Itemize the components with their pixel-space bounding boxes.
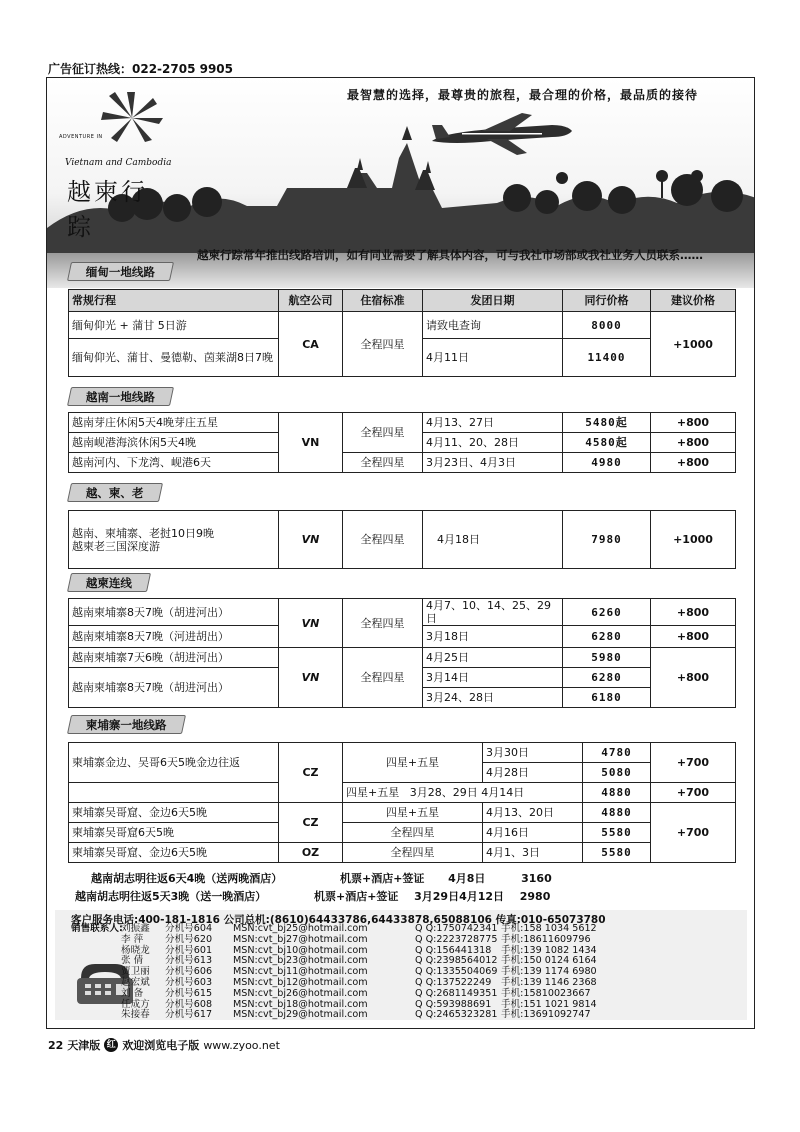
contact-row bbox=[87, 1010, 611, 1021]
suggest-price: +800 bbox=[651, 433, 736, 453]
header-trade-price: 同行价格 bbox=[563, 290, 651, 312]
contact-qq: Q Q:2223728775 bbox=[415, 933, 498, 945]
contact-ext: 分机号620 bbox=[165, 933, 213, 945]
logo-small-text: ADVENTURE IN bbox=[59, 134, 103, 140]
myanmar-table bbox=[68, 289, 736, 377]
contact-qq: Q Q:2681149351 bbox=[415, 987, 498, 999]
contact-name: 朱接春 bbox=[121, 1009, 150, 1021]
contact-ext: 分机号613 bbox=[165, 955, 213, 967]
departure-date: 3月14日 bbox=[423, 668, 563, 688]
departure-date: 4月18日 bbox=[423, 511, 563, 569]
departure-date: 3月30日 bbox=[483, 743, 583, 763]
contact-ext: 分机号606 bbox=[165, 966, 213, 978]
header-suggest-price: 建议价格 bbox=[651, 290, 736, 312]
hotel: 全程四星 bbox=[343, 599, 423, 648]
page-number: 22 bbox=[48, 1038, 64, 1052]
suggest-price: +700 bbox=[651, 743, 736, 783]
contact-mobile: 手机:139 1146 2368 bbox=[501, 976, 597, 988]
suggest-price: +700 bbox=[651, 783, 736, 803]
hotel-date bbox=[343, 783, 583, 803]
extra-info: 机票+酒店+签证 bbox=[314, 890, 399, 903]
contact-name: 贾卫丽 bbox=[121, 966, 150, 978]
contact-qq: Q Q:1335504069 bbox=[415, 966, 498, 978]
contact-qq: Q Q:137522249 bbox=[415, 976, 492, 988]
departure-date: 4月25日 bbox=[423, 648, 563, 668]
header-hotel: 住宿标准 bbox=[343, 290, 423, 312]
header-route: 常规行程 bbox=[69, 290, 279, 312]
contact-row bbox=[87, 989, 611, 1000]
logo-chinese-name: 越柬行踪 bbox=[67, 178, 148, 241]
contact-qq: Q Q:2398564012 bbox=[415, 955, 498, 967]
brand-logo bbox=[59, 90, 172, 241]
footer-text: 欢迎浏览电子版 bbox=[122, 1039, 200, 1052]
trade-price: 4980 bbox=[563, 453, 651, 473]
route-name: 柬埔寨吴哥窟、金边6天5晚 bbox=[69, 803, 279, 823]
trade-price: 4780 bbox=[583, 743, 651, 763]
contact-mobile: 手机:139 1082 1434 bbox=[501, 944, 597, 956]
suggest-price: +700 bbox=[651, 803, 736, 863]
departure-date: 4月28日 bbox=[483, 763, 583, 783]
airline: VN bbox=[279, 511, 343, 569]
hotel: 全程四星 bbox=[343, 312, 423, 377]
route-name-line2: 越柬老三国深度游 bbox=[72, 539, 160, 553]
hotel: 全程四星 bbox=[343, 843, 483, 863]
starburst-logo-icon bbox=[97, 90, 167, 145]
extra-name: 越南胡志明往返5天3晚（送一晚酒店） bbox=[75, 890, 267, 903]
suggest-price: +800 bbox=[651, 599, 736, 626]
extra-price: 3160 bbox=[521, 872, 552, 885]
vc-table bbox=[68, 598, 736, 708]
contact-list bbox=[71, 923, 611, 1021]
hotel: 全程四星 bbox=[343, 823, 483, 843]
contact-mobile: 手机:18611609796 bbox=[501, 933, 591, 945]
route-name: 柬埔寨吴哥窟、金边6天5晚 bbox=[69, 843, 279, 863]
hotel: 全程四星 bbox=[343, 453, 423, 473]
page-footer bbox=[48, 1037, 280, 1053]
airline: CZ bbox=[279, 743, 343, 803]
section-vcl: 越、柬、老 bbox=[67, 483, 163, 502]
trade-price: 5980 bbox=[563, 648, 651, 668]
contact-ext: 分机号604 bbox=[165, 923, 213, 934]
contact-name: 杨晓龙 bbox=[121, 944, 150, 956]
contact-msn[interactable]: MSN:cvt_bj11@hotmail.com bbox=[233, 966, 368, 978]
vietnam-table bbox=[68, 412, 736, 473]
trade-price: 5580 bbox=[583, 823, 651, 843]
contact-msn[interactable]: MSN:cvt_bj26@hotmail.com bbox=[233, 987, 368, 999]
route-name-cont bbox=[69, 783, 279, 803]
section-myanmar: 缅甸一地线路 bbox=[67, 262, 174, 281]
route-name bbox=[69, 511, 279, 569]
extra-offer-2 bbox=[75, 888, 550, 904]
extra-info: 机票+酒店+签证 bbox=[340, 872, 425, 885]
suggest-price: +800 bbox=[651, 648, 736, 708]
hotel: 全程四星 bbox=[343, 413, 423, 453]
trade-price: 6280 bbox=[563, 626, 651, 648]
contact-mobile: 手机:13691092747 bbox=[501, 1009, 591, 1021]
contact-name: 刘振鑫 bbox=[121, 923, 150, 934]
route-name: 越南河内、下龙湾、岘港6天 bbox=[69, 453, 279, 473]
departure-date: 请致电查询 bbox=[423, 312, 563, 339]
airline: CA bbox=[279, 312, 343, 377]
departure-date: 4月11日 bbox=[423, 339, 563, 377]
contact-msn[interactable]: MSN:cvt_bj25@hotmail.com bbox=[233, 923, 368, 934]
hotel: 全程四星 bbox=[343, 511, 423, 569]
contact-qq: Q Q:1750742341 bbox=[415, 923, 498, 934]
contact-ext: 分机号615 bbox=[165, 987, 213, 999]
promo-text: 越柬行踪常年推出线路培训，如有同业需要了解具体内容，可与我社市场部或我社业务人员联系…… bbox=[197, 248, 703, 262]
contact-name: 张 倩 bbox=[121, 955, 144, 967]
hotel: 全程四星 bbox=[343, 648, 423, 708]
trade-price: 4880 bbox=[583, 783, 651, 803]
contact-name: 刘 备 bbox=[121, 987, 144, 999]
cambodia-table bbox=[68, 742, 736, 863]
departure-date: 4月11、20、28日 bbox=[423, 433, 563, 453]
contact-qq: Q Q:2465323281 bbox=[415, 1009, 498, 1021]
route-name: 越南柬埔寨8天7晚（河进胡出） bbox=[69, 626, 279, 648]
contact-qq: Q Q:593988691 bbox=[415, 998, 492, 1010]
route-name: 越南岘港海滨休闲5天4晚 bbox=[69, 433, 279, 453]
suggest-price: +800 bbox=[651, 626, 736, 648]
section-cambodia: 柬埔寨一地线路 bbox=[67, 715, 186, 734]
trade-price: 6180 bbox=[563, 688, 651, 708]
contact-mobile: 手机:158 1034 5612 bbox=[501, 923, 597, 934]
contact-mobile: 手机:139 1174 6980 bbox=[501, 966, 597, 978]
route-name-line1: 越南、柬埔寨、老挝10日9晚 bbox=[72, 526, 214, 540]
suggest-price: +1000 bbox=[651, 511, 736, 569]
trade-price: 4880 bbox=[583, 803, 651, 823]
contact-msn[interactable]: MSN:cvt_bj12@hotmail.com bbox=[233, 976, 368, 988]
contact-mobile: 手机:150 0124 6164 bbox=[501, 955, 597, 967]
hotel: 四星+五星 bbox=[343, 743, 483, 783]
contact-ext: 分机号608 bbox=[165, 998, 213, 1010]
trade-price: 5080 bbox=[583, 763, 651, 783]
contact-header: 客户服务电话:400-181-1816 公司总机:(8610)64433786,64433878,65088106 传真:010-65073780 bbox=[71, 914, 606, 926]
header-airline: 航空公司 bbox=[279, 290, 343, 312]
trade-price: 5580 bbox=[583, 843, 651, 863]
footer-url[interactable]: www.zyoo.net bbox=[203, 1038, 280, 1052]
airline: OZ bbox=[279, 843, 343, 863]
extra-name: 越南胡志明往返6天4晚（送两晚酒店） bbox=[91, 872, 283, 885]
contact-mobile: 手机:151 1021 9814 bbox=[501, 998, 597, 1010]
hotel: 四星+五星 bbox=[346, 786, 400, 799]
route-name: 越南柬埔寨8天7晚（胡进河出） bbox=[69, 599, 279, 626]
hotel: 四星+五星 bbox=[343, 803, 483, 823]
route-name: 越南柬埔寨8天7晚（胡进河出） bbox=[69, 668, 279, 708]
edition-badge-icon: 红 bbox=[104, 1038, 118, 1052]
trade-price: 6260 bbox=[563, 599, 651, 626]
route-name: 越南柬埔寨7天6晚（胡进河出） bbox=[69, 648, 279, 668]
departure-date: 3月23日、4月3日 bbox=[423, 453, 563, 473]
departure-date: 4月13、27日 bbox=[423, 413, 563, 433]
extra-offer-1 bbox=[91, 870, 552, 886]
departure-date: 3月24、28日 bbox=[423, 688, 563, 708]
contact-name: 任成方 bbox=[121, 998, 150, 1010]
trade-price: 6280 bbox=[563, 668, 651, 688]
departure-date: 4月13、20日 bbox=[483, 803, 583, 823]
suggest-price: +800 bbox=[651, 453, 736, 473]
ad-hotline: 广告征订热线：022-2705 9905 bbox=[48, 62, 234, 76]
departure-date: 4月16日 bbox=[483, 823, 583, 843]
contact-ext: 分机号617 bbox=[165, 1009, 213, 1021]
trade-price: 4580起 bbox=[563, 433, 651, 453]
departure-date: 4月7、10、14、25、29日 bbox=[423, 599, 563, 626]
airline: VN bbox=[279, 648, 343, 708]
airline: VN bbox=[279, 599, 343, 648]
route-name: 柬埔寨金边、吴哥6天5晚金边往返 bbox=[69, 743, 279, 783]
extra-date: 3月29日4月12日 bbox=[414, 890, 505, 903]
contact-msn[interactable]: MSN:cvt_bj27@hotmail.com bbox=[233, 933, 368, 945]
route-name: 越南芽庄休闲5天4晚芽庄五星 bbox=[69, 413, 279, 433]
trade-price: 8000 bbox=[563, 312, 651, 339]
airline: CZ bbox=[279, 803, 343, 843]
suggest-price: +1000 bbox=[651, 312, 736, 377]
extra-date: 4月8日 bbox=[448, 872, 486, 885]
section-vietnam-cambodia: 越柬连线 bbox=[67, 573, 151, 592]
edition: 天津版 bbox=[67, 1039, 101, 1052]
contact-name: 李 萍 bbox=[121, 933, 144, 945]
header-date: 发团日期 bbox=[423, 290, 563, 312]
departure-date: 4月1、3日 bbox=[483, 843, 583, 863]
route-name: 缅甸仰光 + 蒲甘 5日游 bbox=[69, 312, 279, 339]
departure-date: 3月18日 bbox=[423, 626, 563, 648]
contact-panel bbox=[55, 910, 747, 1020]
contact-qq: Q Q:156441318 bbox=[415, 944, 492, 956]
airline: VN bbox=[279, 413, 343, 473]
route-name: 柬埔寨吴哥窟6天5晚 bbox=[69, 823, 279, 843]
suggest-price: +800 bbox=[651, 413, 736, 433]
ad-frame bbox=[46, 77, 755, 1029]
section-vietnam: 越南一地线路 bbox=[67, 387, 174, 406]
slogan: 最智慧的选择，最尊贵的旅程，最合理的价格，最品质的接待 bbox=[347, 88, 699, 102]
contact-ext: 分机号601 bbox=[165, 944, 213, 956]
contact-mobile: 手机:15810023667 bbox=[501, 987, 591, 999]
trade-price: 11400 bbox=[563, 339, 651, 377]
contact-msn[interactable]: MSN:cvt_bj29@hotmail.com bbox=[233, 1009, 368, 1021]
vcl-table bbox=[68, 510, 736, 569]
contact-ext: 分机号603 bbox=[165, 976, 213, 988]
route-name: 缅甸仰光、蒲甘、曼德勒、茵莱湖8日7晚 bbox=[69, 339, 279, 377]
extra-price: 2980 bbox=[519, 890, 551, 903]
departure-date: 3月28、29日 4月14日 bbox=[409, 786, 525, 799]
contact-msn[interactable]: MSN:cvt_bj18@hotmail.com bbox=[233, 998, 368, 1010]
trade-price: 5480起 bbox=[563, 413, 651, 433]
trade-price: 7980 bbox=[563, 511, 651, 569]
contact-msn[interactable]: MSN:cvt_bj10@hotmail.com bbox=[233, 944, 368, 956]
contact-row bbox=[87, 935, 611, 946]
contact-msn[interactable]: MSN:cvt_bj23@hotmail.com bbox=[233, 955, 368, 967]
contact-name: 赵宏斌 bbox=[121, 976, 150, 988]
sales-label: 销售联系人: bbox=[71, 923, 123, 934]
logo-english-name: Vietnam and Cambodia bbox=[65, 158, 172, 168]
